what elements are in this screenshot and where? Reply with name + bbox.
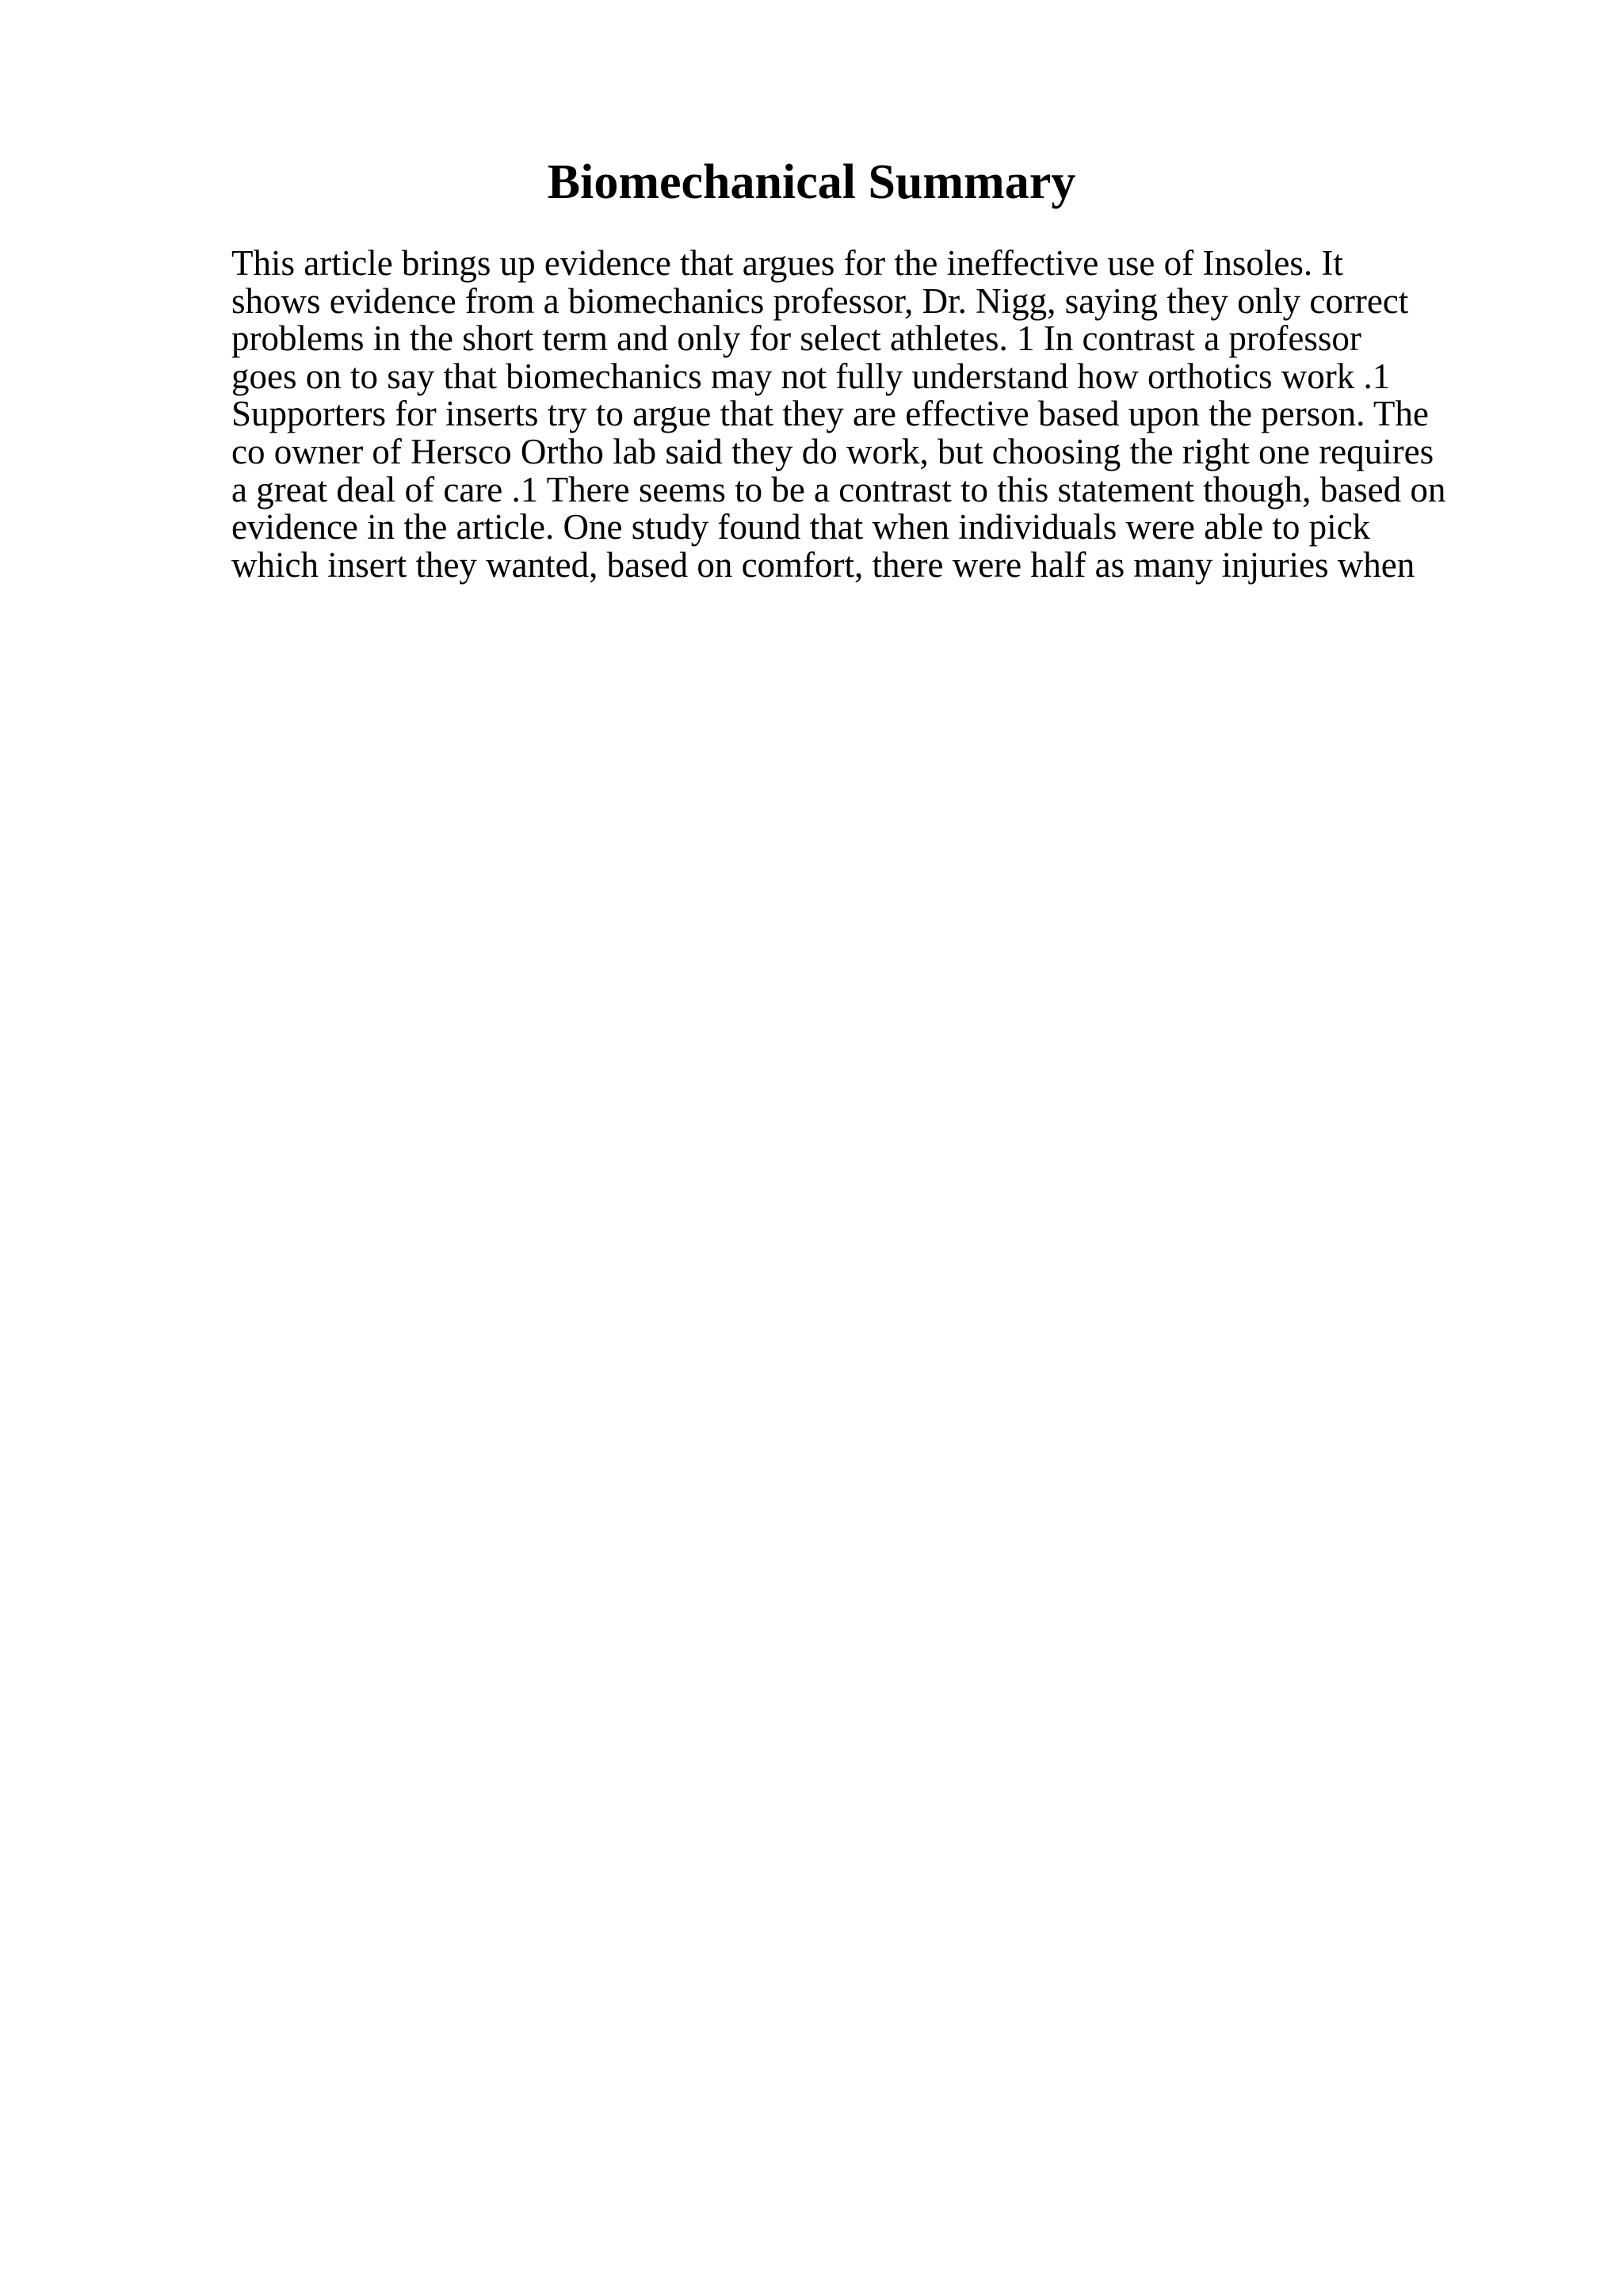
body-line: problems in the short term and only for select athletes. 1 In contrast a professor <box>231 318 1361 359</box>
body-line: This article brings up evidence that argues for the ineffective use of Insoles. It <box>231 243 1343 283</box>
body-line: shows evidence from a biomechanics professor, Dr. Nigg, saying they only correct <box>231 280 1409 321</box>
document-title: Biomechanical Summary <box>547 155 1076 209</box>
body-line: co owner of Hersco Ortho lab said they do work, but choosing the right one requires <box>231 431 1434 471</box>
body-line: Supporters for inserts try to argue that they are effective based upon the person. The <box>231 394 1429 434</box>
body-line: goes on to say that biomechanics may not fully understand how orthotics work .1 <box>231 356 1391 396</box>
body-line: evidence in the article. One study found that when individuals were able to pick <box>231 507 1371 547</box>
document-body <box>231 245 1579 584</box>
body-line: a great deal of care .1 There seems to be a contrast to this statement though, based on <box>231 469 1446 509</box>
body-line: which insert they wanted, based on comfort, there were half as many injuries when <box>231 544 1415 585</box>
